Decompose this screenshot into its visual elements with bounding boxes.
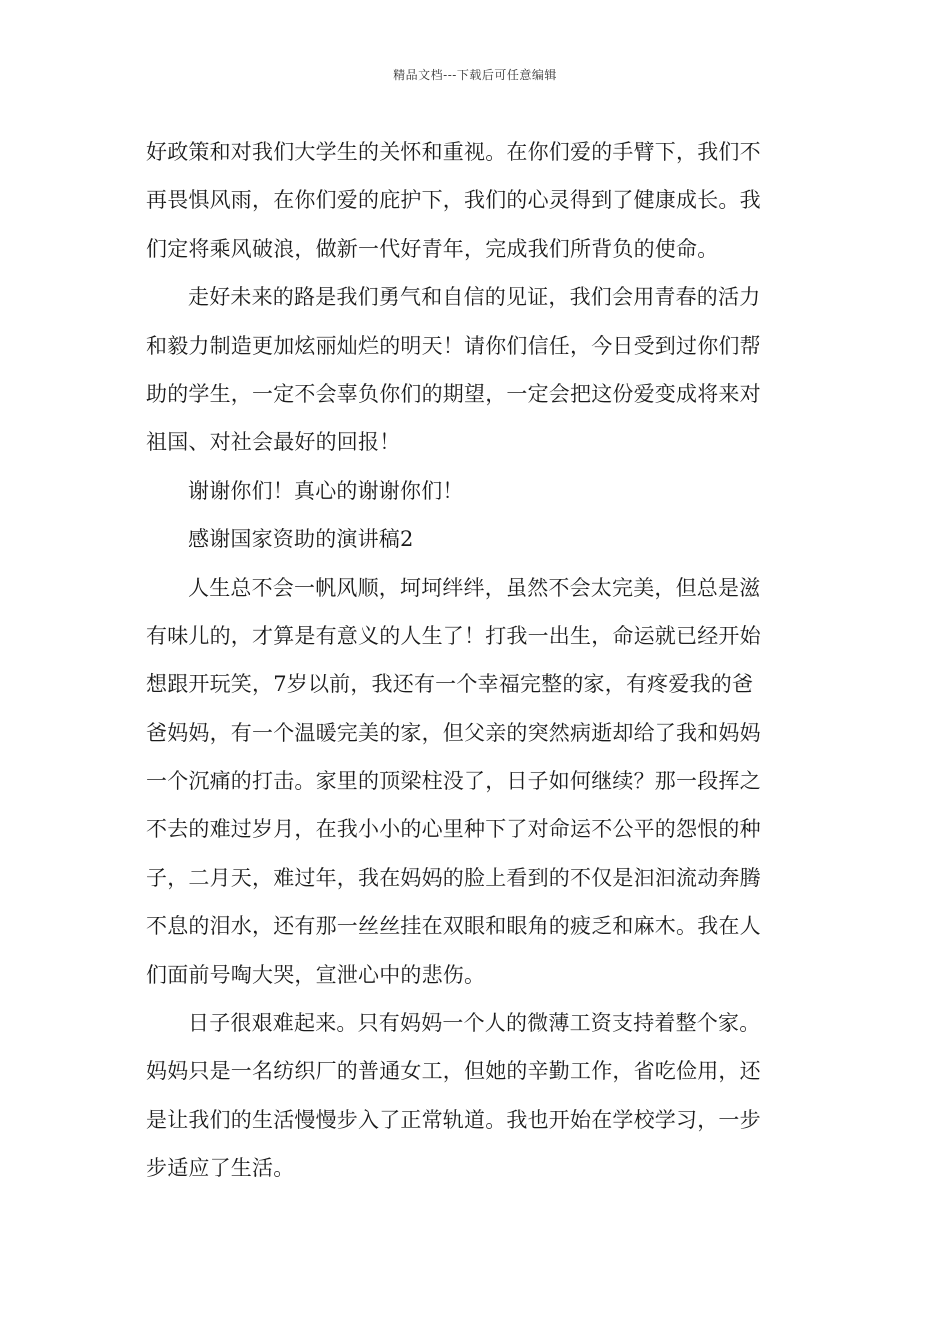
document-body [146, 128, 806, 1193]
text-line: 们定将乘风破浪，做新一代好青年，完成我们所背负的使命。 [146, 236, 719, 261]
text-line: 日子很艰难起来。只有妈妈一个人的微薄工资支持着整个家。 [188, 1011, 761, 1036]
text-line: 不去的难过岁月，在我小小的心里种下了对命运不公平的怨恨的种 [146, 817, 761, 842]
text-line: 是让我们的生活慢慢步入了正常轨道。我也开始在学校学习，一步 [146, 1107, 761, 1132]
text-line: 和毅力制造更加炫丽灿烂的明天！请你们信任，今日受到过你们帮 [146, 333, 761, 358]
text-line: 助的学生，一定不会辜负你们的期望，一定会把这份爱变成将来对 [146, 381, 761, 406]
text-line: 走好未来的路是我们勇气和自信的见证，我们会用青春的活力 [188, 285, 761, 310]
text-line: 再畏惧风雨，在你们爱的庇护下，我们的心灵得到了健康成长。我 [146, 188, 761, 213]
text-line: 妈妈只是一名纺织厂的普通女工，但她的辛勤工作，省吃俭用，还 [146, 1059, 761, 1084]
text-line: 子，二月天，难过年，我在妈妈的脸上看到的不仅是汩汩流动奔腾 [146, 865, 761, 890]
text-line: 爸妈妈，有一个温暖完美的家，但父亲的突然病逝却给了我和妈妈 [146, 720, 761, 745]
text-line: 人生总不会一帆风顺，坷坷绊绊，虽然不会太完美，但总是滋 [188, 575, 761, 600]
text-line: 有味儿的，才算是有意义的人生了！打我一出生，命运就已经开始 [146, 623, 761, 648]
text-line: 祖国、对社会最好的回报！ [146, 430, 401, 455]
text-line: 想跟开玩笑，7岁以前，我还有一个幸福完整的家，有疼爱我的爸 [146, 672, 754, 697]
text-line: 一个沉痛的打击。家里的顶梁柱没了，日子如何继续？那一段挥之 [146, 769, 761, 794]
text-line: 步适应了生活。 [146, 1156, 295, 1181]
text-line: 们面前号啕大哭，宣泄心中的悲伤。 [146, 962, 486, 987]
section-title: 感谢国家资助的演讲稿2 [188, 527, 414, 552]
text-line: 不息的泪水，还有那一丝丝挂在双眼和眼角的疲乏和麻木。我在人 [146, 914, 761, 939]
text-line: 好政策和对我们大学生的关怀和重视。在你们爱的手臂下，我们不 [146, 140, 761, 164]
page-header: 精品文档---下载后可任意编辑 [393, 68, 557, 82]
text-line: 谢谢你们！真心的谢谢你们！ [188, 478, 464, 503]
